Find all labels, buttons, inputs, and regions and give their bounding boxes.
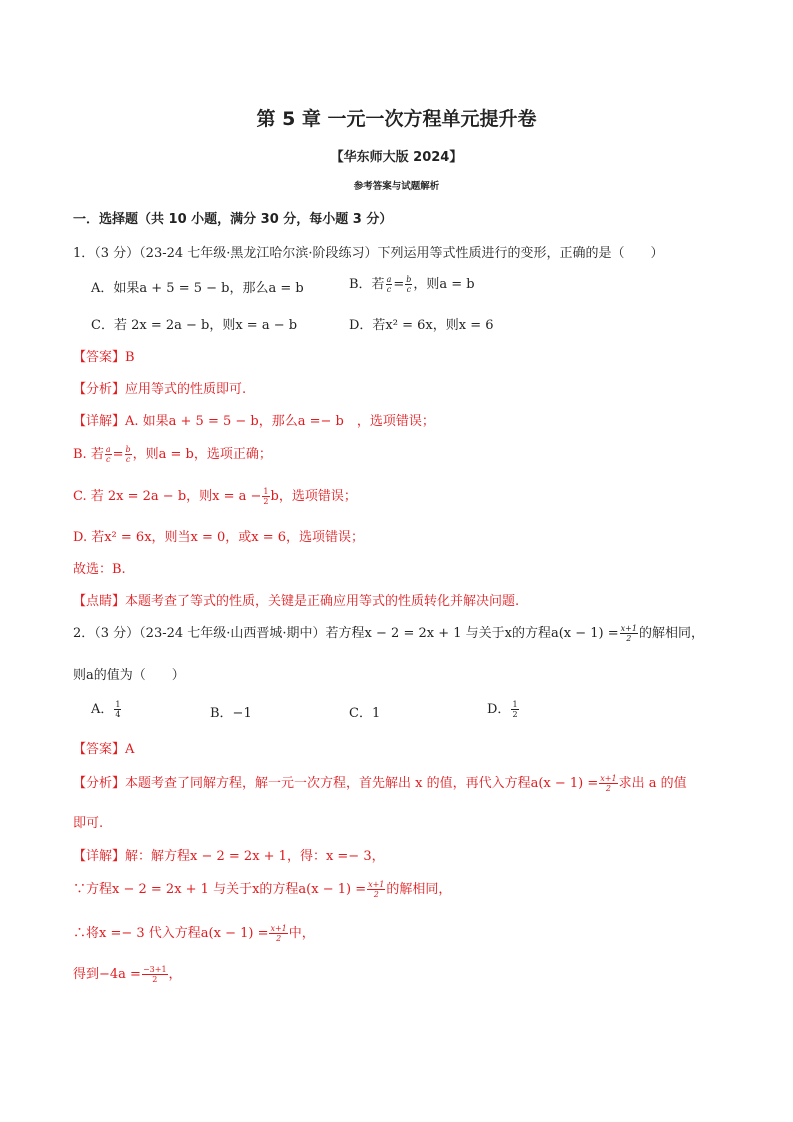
q2-analysis-line2: 即可. xyxy=(73,816,104,831)
q2-stem-line2: 则a的值为（ ） xyxy=(73,668,185,683)
q1-choice: 故选：B. xyxy=(73,562,126,577)
q1-detail-b: B. 若 $\frac{a}{c}$ = $\frac{b}{c}$ ，则a = b，选项正确； xyxy=(73,445,272,464)
q2-therefore: ∴将x =− 3 代入方程a(x − 1) = $\frac{x+1}{2}$ 中， xyxy=(73,924,315,943)
q2-option-b: B．−1 xyxy=(210,706,252,721)
q1-option-b: B．若 $\frac{a}{c}$ = $\frac{b}{c}$ ，则a = b xyxy=(349,275,475,294)
q2-option-a: A． $\frac{1}{4}$ xyxy=(91,700,121,719)
q1-answer: 【答案】B xyxy=(73,350,135,365)
page-title: 第 5 章 一元一次方程单元提升卷 xyxy=(256,108,537,130)
q1-comment: 【点睛】本题考查了等式的性质，关键是正确应用等式的性质转化并解决问题. xyxy=(73,594,520,609)
answer-caption: 参考答案与试题解析 xyxy=(353,181,440,192)
q1-analysis: 【分析】应用等式的性质即可. xyxy=(73,382,247,397)
q2-analysis: 【分析】本题考查了同解方程，解一元一次方程，首先解出 x 的值，再代入方程a(x − 1) = $\frac{x+1}{2}$ 求出 a 的值 xyxy=(73,774,687,793)
q2-because: ∵方程x − 2 = 2x + 1 与关于x的方程a(x − 1) = $\frac{x+1}{2}$ 的解相同， xyxy=(73,880,452,899)
q2-result: 得到−4a = $\frac{-3+1}{2}$ ， xyxy=(73,965,182,984)
q1-option-c: C．若 2x = 2a − b，则x = a − b xyxy=(91,318,298,333)
q1-detail-d: D. 若x² = 6x，则当x = 0，或x = 6，选项错误； xyxy=(73,530,365,545)
q1-stem: 1．（3 分）（23-24 七年级·黑龙江哈尔滨·阶段练习）下列运用等式性质进行的变形，正确的是（ ） xyxy=(73,246,664,261)
q1-option-d: D．若x² = 6x，则x = 6 xyxy=(349,318,494,333)
q1-detail-c: C. 若 2x = 2a − b，则x = a − $\frac{1}{2}$ b，选项错误； xyxy=(73,487,357,506)
q2-answer: 【答案】A xyxy=(73,742,135,757)
q2-option-d: D． $\frac{1}{2}$ xyxy=(487,700,518,719)
q1-detail-a: 【详解】A. 如果a + 5 = 5 − b，那么a =− b ，选项错误； xyxy=(73,414,435,429)
section-heading: 一．选择题（共 10 小题，满分 30 分，每小题 3 分） xyxy=(73,212,393,227)
q2-stem: 2．（3 分）（23-24 七年级·山西晋城·期中）若方程x − 2 = 2x + 1 与关于x的方程a(x − 1) = $\frac{x+1}{2}$ 的解相同， xyxy=(73,624,704,643)
q1-option-a: A．如果a + 5 = 5 − b，那么a = b xyxy=(91,281,304,296)
q2-detail: 【详解】解：解方程x − 2 = 2x + 1，得：x =− 3， xyxy=(73,849,385,864)
edition-subtitle: 【华东师大版 2024】 xyxy=(330,150,463,165)
q2-option-c: C．1 xyxy=(349,706,381,721)
